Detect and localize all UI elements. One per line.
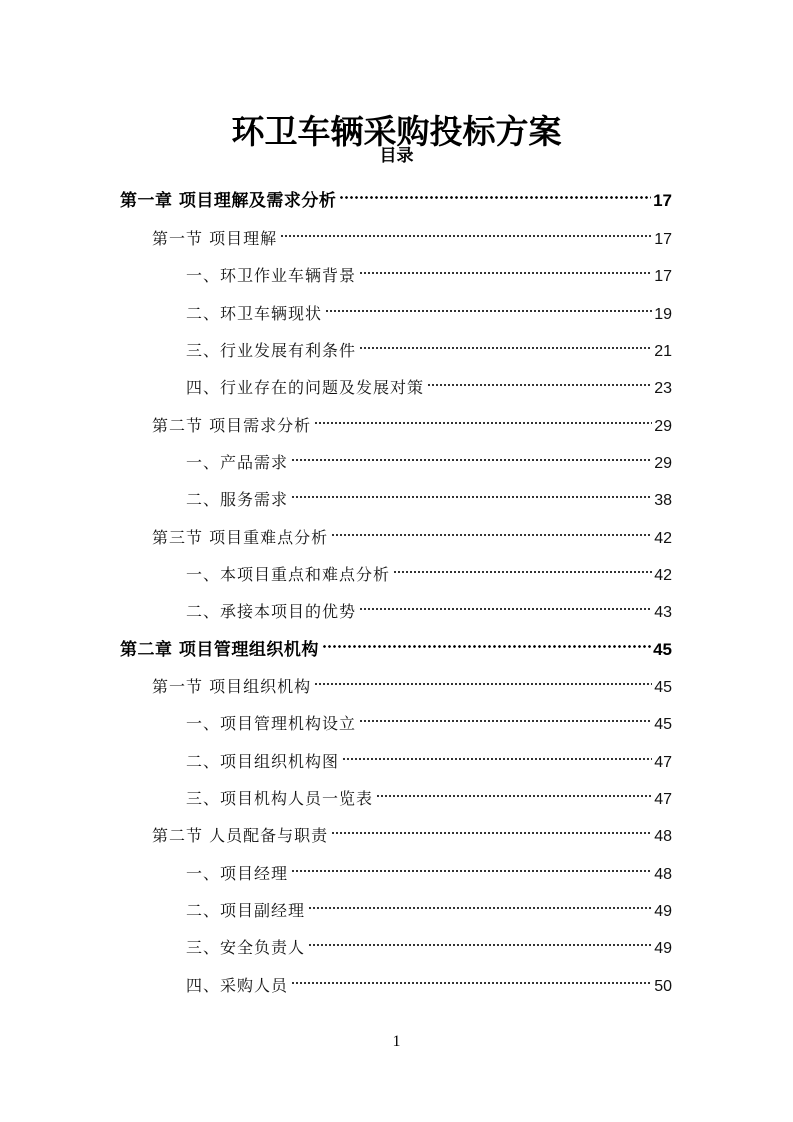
toc-entry-label: 四、采购人员 <box>186 976 289 995</box>
dot-leader <box>308 890 652 916</box>
toc-item[interactable] <box>186 927 672 957</box>
toc-entry-page: 17 <box>654 268 672 285</box>
dot-leader <box>342 741 652 767</box>
toc-section-2-1[interactable] <box>152 666 672 696</box>
toc-entry-page: 42 <box>654 530 672 547</box>
document-title: 环卫车辆采购投标方案 <box>231 112 562 152</box>
dot-leader <box>291 965 652 991</box>
toc-section-1-1[interactable] <box>152 218 672 248</box>
toc-entry-label: 四、行业存在的问题及发展对策 <box>186 378 425 397</box>
toc-item[interactable] <box>186 367 672 397</box>
toc-item[interactable] <box>186 703 672 733</box>
toc-item[interactable] <box>186 293 672 323</box>
toc-entry-page: 45 <box>654 716 672 733</box>
toc-entry-label: 二、项目副经理 <box>186 901 306 920</box>
toc-entry-label: 三、安全负责人 <box>186 938 306 957</box>
toc-entry-page: 17 <box>654 231 672 248</box>
toc-entry-page: 19 <box>654 306 672 323</box>
toc-entry-page: 45 <box>653 640 672 659</box>
dot-leader <box>331 517 652 543</box>
dot-leader <box>291 442 652 468</box>
toc-entry-page: 47 <box>654 754 672 771</box>
toc-entry-page: 49 <box>654 903 672 920</box>
toc-item[interactable] <box>186 554 672 584</box>
toc-entry-page: 50 <box>654 978 672 995</box>
dot-leader <box>359 591 652 617</box>
toc-entry-label: 一、产品需求 <box>186 453 289 472</box>
toc-item[interactable] <box>186 965 672 995</box>
page-number: 1 <box>392 1033 401 1050</box>
toc-entry-page: 17 <box>653 191 672 210</box>
dot-leader <box>359 330 652 356</box>
toc-entry-label: 第一章 项目理解及需求分析 <box>120 191 337 211</box>
dot-leader <box>291 853 652 879</box>
toc-entry-label: 第三节 项目重难点分析 <box>152 528 329 547</box>
toc-entry-label: 第二章 项目管理组织机构 <box>120 640 319 660</box>
toc-entry-page: 29 <box>654 418 672 435</box>
toc-entry-label: 二、承接本项目的优势 <box>186 602 357 621</box>
toc-entry-label: 一、本项目重点和难点分析 <box>186 565 391 584</box>
toc-entry-label: 第二节 人员配备与职责 <box>152 826 329 845</box>
toc-entry-page: 23 <box>654 380 672 397</box>
toc-item[interactable] <box>186 778 672 808</box>
dot-leader <box>280 218 652 244</box>
toc-item[interactable] <box>186 442 672 472</box>
toc-section-2-2[interactable] <box>152 815 672 845</box>
toc-item[interactable] <box>186 255 672 285</box>
toc-entry-label: 第一节 项目组织机构 <box>152 677 312 696</box>
toc-entry-label: 第二节 项目需求分析 <box>152 416 312 435</box>
toc-entry-page: 47 <box>654 791 672 808</box>
toc-entry-page: 38 <box>654 492 672 509</box>
dot-leader <box>325 293 652 319</box>
toc-entry-page: 43 <box>654 604 672 621</box>
toc-entry-page: 49 <box>654 940 672 957</box>
toc-item[interactable] <box>186 890 672 920</box>
toc-entry-label: 三、行业发展有利条件 <box>186 341 357 360</box>
dot-leader <box>291 479 652 505</box>
toc-entry-page: 21 <box>654 343 672 360</box>
toc-entry-label: 一、项目管理机构设立 <box>186 714 357 733</box>
dot-leader <box>314 666 652 692</box>
toc-heading: 目录 <box>379 146 414 166</box>
dot-leader <box>359 703 652 729</box>
dot-leader <box>393 554 652 580</box>
dot-leader <box>339 180 651 206</box>
toc-item[interactable] <box>186 479 672 509</box>
toc-entry-label: 一、项目经理 <box>186 864 289 883</box>
dot-leader <box>314 405 652 431</box>
toc-entry-label: 二、服务需求 <box>186 490 289 509</box>
toc-entry-page: 42 <box>654 567 672 584</box>
toc-item[interactable] <box>186 330 672 360</box>
toc-entry-label: 一、环卫作业车辆背景 <box>186 266 357 285</box>
toc-chapter-1[interactable] <box>120 180 672 211</box>
toc-entry-page: 29 <box>654 455 672 472</box>
toc-item[interactable] <box>186 741 672 771</box>
toc-chapter-2[interactable] <box>120 629 672 660</box>
toc-item[interactable] <box>186 853 672 883</box>
dot-leader <box>427 367 652 393</box>
toc-section-1-3[interactable] <box>152 517 672 547</box>
toc-entry-label: 二、环卫车辆现状 <box>186 304 323 323</box>
toc-entry-page: 48 <box>654 866 672 883</box>
toc-entry-label: 第一节 项目理解 <box>152 229 278 248</box>
toc-item[interactable] <box>186 591 672 621</box>
dot-leader <box>376 778 652 804</box>
toc-section-1-2[interactable] <box>152 405 672 435</box>
toc-entry-label: 二、项目组织机构图 <box>186 752 340 771</box>
dot-leader <box>331 815 652 841</box>
dot-leader <box>359 255 652 281</box>
toc-entry-label: 三、项目机构人员一览表 <box>186 789 374 808</box>
toc-entry-page: 48 <box>654 828 672 845</box>
dot-leader <box>322 629 651 655</box>
toc-entry-page: 45 <box>654 679 672 696</box>
dot-leader <box>308 927 652 953</box>
